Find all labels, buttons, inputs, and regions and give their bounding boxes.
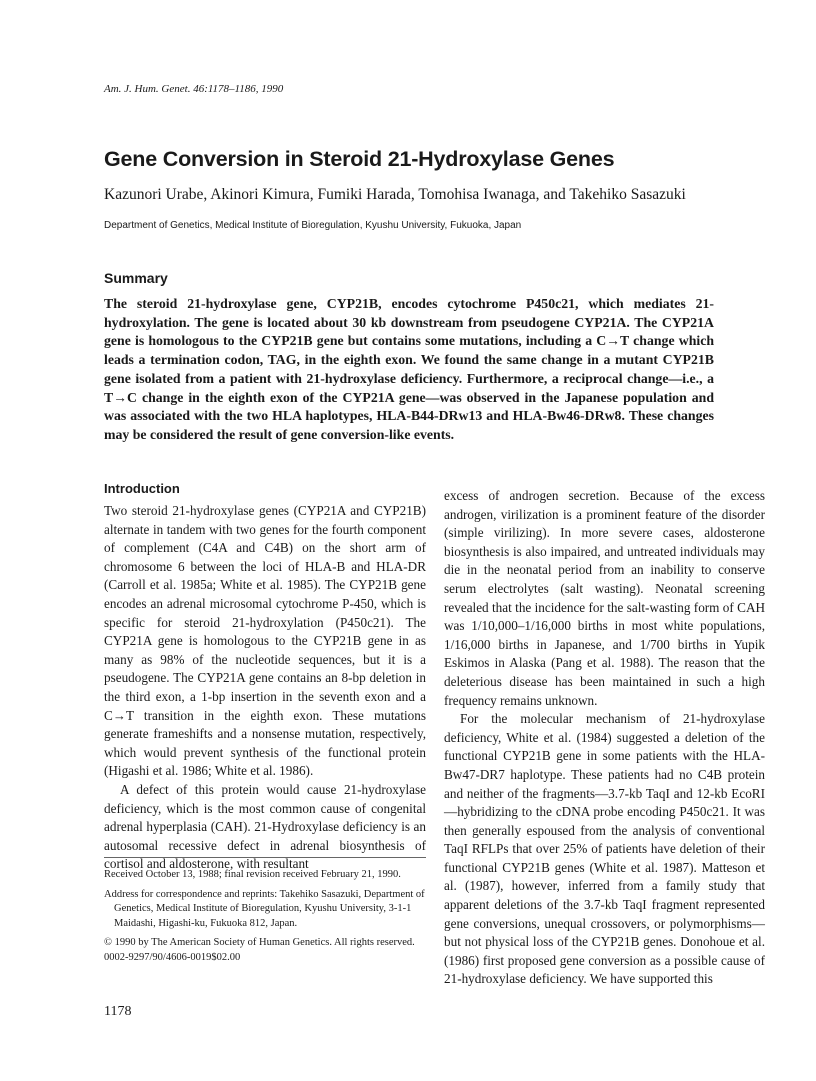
summary-heading: Summary [104, 270, 168, 286]
introduction-heading: Introduction [104, 481, 180, 496]
left-column [104, 502, 426, 874]
body-paragraph: Two steroid 21-hydroxylase genes (CYP21A and CYP21B) alternate in tandem with two genes for the fourth component of complement (C4A and C4B) on the short arm of chromosome 6 between the loci of HLA-B and HLA-DR (Carroll et al. 1985a; White et al. 1985). The CYP21B gene encodes an adrenal microsomal cytochrome P-450, which is specific for steroid 21-hydroxylation (P450c21). The CYP21A gene is homologous to the CYP21B gene in as many as 98% of the nucleotide sequences, but it is a pseudogene. The CYP21A gene contains an 8-bp deletion in the third exon, a 1-bp insertion in the seventh exon and a C→T transition in the eighth exon. These mutations generate frameshifts and a nonsense mutation, respectively, which would prevent synthesis of the functional protein (Higashi et al. 1986; White et al. 1986). [104, 503, 426, 779]
author-list: Kazunori Urabe, Akinori Kimura, Fumiki Harada, Tomohisa Iwanaga, and Takehiko Sasazuki [104, 186, 686, 203]
page-number: 1178 [104, 1004, 132, 1019]
summary-text: The steroid 21-hydroxylase gene, CYP21B, encodes cytochrome P450c21, which mediates 21-hydroxylation. The gene is located about 30 kb downstream from pseudogene CYP21A. The CYP21A gene is homologous to the CYP21B gene but contains some mutations, including a C→T change which leads a termination codon, TAG, in the eighth exon. We found the same change in a mutant CYP21B gene isolated from a patient with 21-hydroxylase deficiency. Furthermore, a reciprocal change—i.e., a T→C change in the eighth exon of the CYP21A gene—was observed in the Japanese population and was associated with the two HLA haplotypes, HLA-B44-DRw13 and HLA-Bw46-DRw8. These changes may be considered the result of gene conversion-like events. [104, 296, 714, 442]
article-title: Gene Conversion in Steroid 21-Hydroxylase Genes [104, 147, 615, 171]
right-column [444, 487, 765, 989]
body-paragraph: For the molecular mechanism of 21-hydroxylase deficiency, White et al. (1984) suggested a deletion of the functional CYP21B gene in some patients with the HLA-Bw47-DR7 haplotype. These patients had no C4B protein and neither of the fragments—3.7-kb TaqI and 12-kb EcoRI—hybridizing to the cDNA probe encoding P450c21. It was then generally espoused from the analysis of conventional TaqI RFLPs that over 25% of patients have deletion of their functional CYP21B genes (White et al. 1987). Matteson et al. (1987), however, inferred from a family study that apparent deletions of the 3.7-kb TaqI fragment represented gene conversions, unequal crossovers, or polymorphisms—but not physical loss of the CYP21B genes. Donohoue et al. (1986) first proposed gene conversion as a possible cause of 21-hydroxylase deficiency. We have supported this [444, 711, 765, 987]
journal-citation: Am. J. Hum. Genet. 46:1178–1186, 1990 [104, 83, 284, 95]
article-code: 0002-9297/90/4606-0019$02.00 [104, 951, 241, 963]
footnote-divider [104, 857, 426, 858]
copyright-notice: © 1990 by The American Society of Human Genetics. All rights reserved. [104, 937, 415, 948]
affiliation: Department of Genetics, Medical Institute of Bioregulation, Kyushu University, Fukuoka, Japan [104, 220, 522, 231]
body-paragraph: A defect of this protein would cause 21-hydroxylase deficiency, which is the most common cause of congenital adrenal hyperplasia (CAH). 21-Hydroxylase deficiency is an autosomal recessive defect in adrenal biosynthesis of cortisol and aldosterone, with resultant [104, 781, 426, 872]
body-paragraph: excess of androgen secretion. Because of the excess androgen, virilization is a prominent feature of the disorder (simple virilizing). In more severe cases, aldosterone biosynthesis is also impaired, and untreated individuals may die in the neonatal period from an inability to conserve serum electrolytes (salt wasting). Neonatal screening revealed that the incidence for the salt-wasting form of CAH was 1/10,000–1/16,000 births in most white populations, 1/16,000 births in Japanese, and 1/700 births in Yupik Eskimos in Alaska (Pang et al. 1988). The reason that the deleterious disease has been maintained in such a high frequency remains unknown. [444, 488, 765, 708]
received-note: Received October 13, 1988; final revision received February 21, 1990. [104, 869, 401, 880]
footnotes [104, 868, 426, 965]
correspondence-address: Address for correspondence and reprints: Takehiko Sasazuki, Department of Genetics, Medical Institute of Bioregulation, Kyushu University, 3-1-1 Maidashi, Higashi-ku, Fukuoka 812, Japan. [104, 888, 425, 929]
